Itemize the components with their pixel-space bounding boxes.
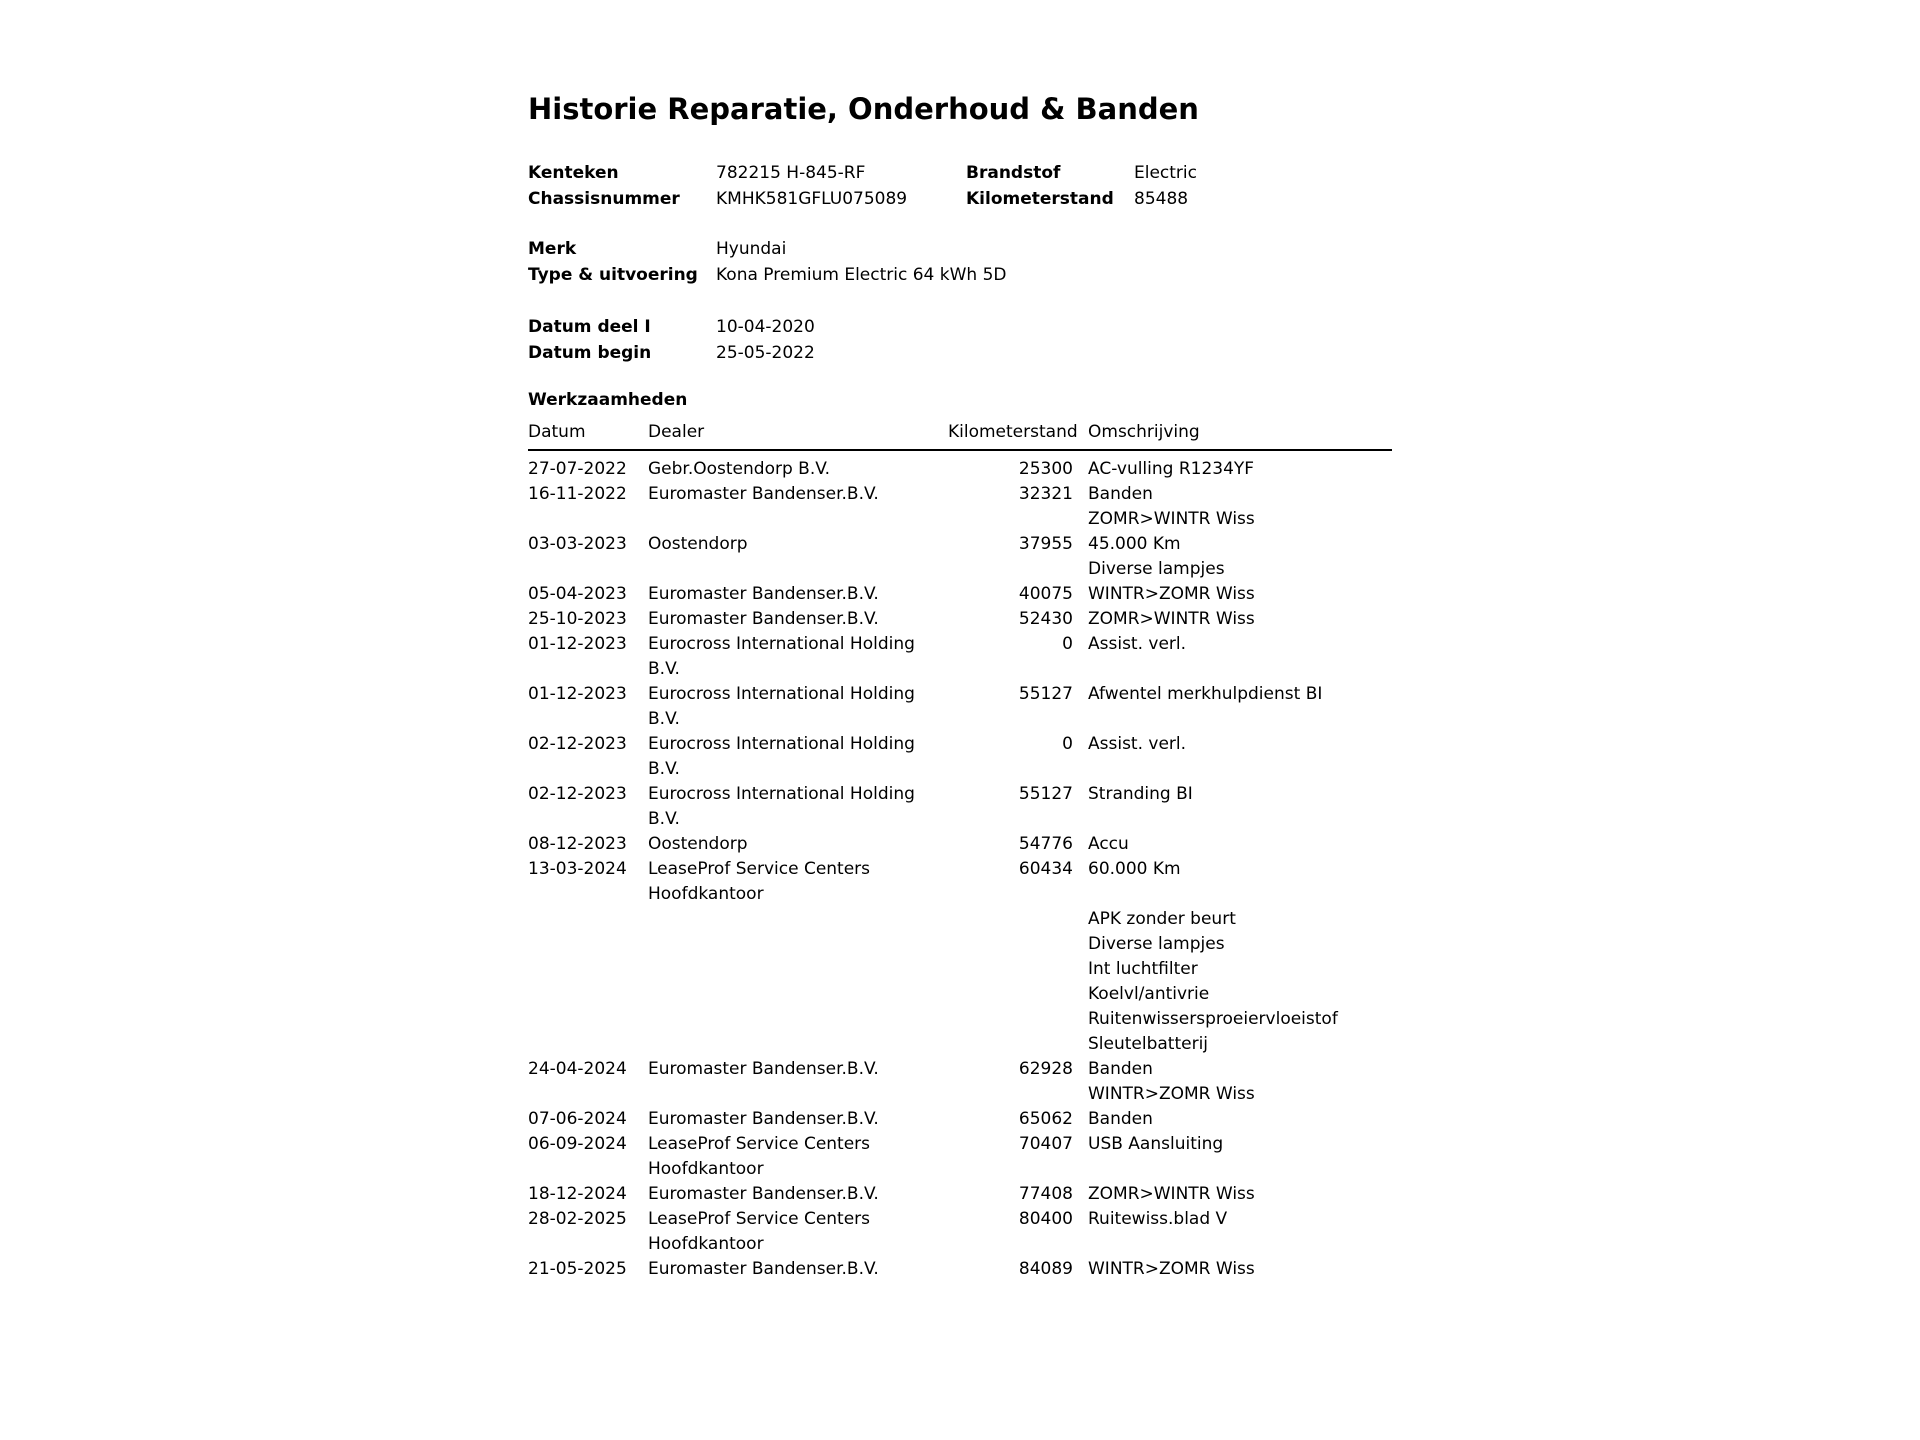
type-uitvoering-label: Type & uitvoering xyxy=(528,265,698,285)
row-kilometerstand: 0 xyxy=(1062,734,1073,754)
row-dealer: Eurocross International Holding B.V. xyxy=(648,734,915,779)
row-datum: 27-07-2022 xyxy=(528,459,627,479)
row-omschrijving xyxy=(1073,532,1392,582)
row-kilometerstand: 40075 xyxy=(1018,584,1073,604)
row-omschrijving-line: Afwentel merkhulpdienst BI xyxy=(1088,684,1323,704)
table-row xyxy=(528,482,1392,532)
row-dealer: Euromaster Bandenser.B.V. xyxy=(648,1109,879,1129)
row-omschrijving-line: WINTR>ZOMR Wiss xyxy=(1088,1259,1255,1279)
row-kilometerstand: 25300 xyxy=(1018,459,1073,479)
row-dealer: Euromaster Bandenser.B.V. xyxy=(648,1184,879,1204)
row-omschrijving xyxy=(1073,1182,1392,1207)
row-omschrijving-line: ZOMR>WINTR Wiss xyxy=(1088,1184,1255,1204)
table-row xyxy=(528,1182,1392,1207)
row-kilometerstand: 32321 xyxy=(1018,484,1073,504)
table-row xyxy=(528,1207,1392,1257)
row-omschrijving-line: Diverse lampjes xyxy=(1088,934,1225,954)
brandstof-label: Brandstof xyxy=(966,163,1061,183)
datum-deel-value: 10-04-2020 xyxy=(716,317,815,337)
row-omschrijving-line: Banden xyxy=(1088,484,1153,504)
column-header-kilometerstand: Kilometerstand xyxy=(948,422,1078,442)
row-omschrijving xyxy=(1073,1107,1392,1132)
brandstof-value: Electric xyxy=(1134,163,1197,183)
table-row xyxy=(528,457,1392,482)
row-dealer: Eurocross International Holding B.V. xyxy=(648,634,915,679)
row-omschrijving-line: 60.000 Km xyxy=(1088,859,1181,879)
row-datum: 02-12-2023 xyxy=(528,784,627,804)
table-row xyxy=(528,1057,1392,1107)
datum-begin-label: Datum begin xyxy=(528,343,652,363)
row-datum: 02-12-2023 xyxy=(528,734,627,754)
table-row xyxy=(528,732,1392,782)
row-omschrijving-line: Ruitenwissersproeiervloeistof xyxy=(1088,1009,1338,1029)
kenteken-value: 782215 H-845-RF xyxy=(716,163,866,183)
chassisnummer-label: Chassisnummer xyxy=(528,189,680,209)
row-omschrijving-line: ZOMR>WINTR Wiss xyxy=(1088,609,1255,629)
row-datum: 16-11-2022 xyxy=(528,484,627,504)
datum-begin-value: 25-05-2022 xyxy=(716,343,815,363)
row-omschrijving xyxy=(1073,857,1392,1057)
row-dealer: Oostendorp xyxy=(648,534,748,554)
type-uitvoering-value: Kona Premium Electric 64 kWh 5D xyxy=(716,265,1007,285)
row-kilometerstand: 55127 xyxy=(1018,684,1073,704)
row-omschrijving-blank-line xyxy=(1088,882,1392,907)
row-datum: 24-04-2024 xyxy=(528,1059,627,1079)
table-row xyxy=(528,632,1392,682)
row-kilometerstand: 77408 xyxy=(1018,1184,1073,1204)
table-row xyxy=(528,607,1392,632)
table-row xyxy=(528,682,1392,732)
row-dealer: LeaseProf Service Centers Hoofdkantoor xyxy=(648,1209,871,1254)
row-datum: 03-03-2023 xyxy=(528,534,627,554)
row-datum: 07-06-2024 xyxy=(528,1109,627,1129)
row-omschrijving xyxy=(1073,482,1392,532)
row-omschrijving-line: Stranding BI xyxy=(1088,784,1193,804)
row-dealer: Oostendorp xyxy=(648,834,748,854)
row-dealer: Euromaster Bandenser.B.V. xyxy=(648,584,879,604)
worklog-heading: Werkzaamheden xyxy=(528,390,688,410)
row-dealer: Euromaster Bandenser.B.V. xyxy=(648,1259,879,1279)
row-omschrijving xyxy=(1073,732,1392,757)
row-datum: 01-12-2023 xyxy=(528,634,627,654)
row-dealer: Euromaster Bandenser.B.V. xyxy=(648,1059,879,1079)
row-omschrijving-line: Ruitewiss.blad V xyxy=(1088,1209,1228,1229)
kilometerstand-value: 85488 xyxy=(1134,189,1189,209)
row-datum: 21-05-2025 xyxy=(528,1259,627,1279)
row-kilometerstand: 55127 xyxy=(1018,784,1073,804)
vehicle-id-section xyxy=(528,160,1408,212)
worklog-table xyxy=(528,422,1392,1282)
row-datum: 06-09-2024 xyxy=(528,1134,627,1154)
row-datum: 13-03-2024 xyxy=(528,859,627,879)
table-row xyxy=(528,582,1392,607)
row-omschrijving xyxy=(1073,682,1392,707)
kenteken-label: Kenteken xyxy=(528,163,619,183)
row-datum: 25-10-2023 xyxy=(528,609,627,629)
row-omschrijving-line: APK zonder beurt xyxy=(1088,909,1236,929)
table-row xyxy=(528,1107,1392,1132)
column-header-datum: Datum xyxy=(528,422,586,442)
row-omschrijving xyxy=(1073,1207,1392,1232)
row-omschrijving-line: Banden xyxy=(1088,1059,1153,1079)
table-row xyxy=(528,532,1392,582)
row-dealer: LeaseProf Service Centers Hoofdkantoor xyxy=(648,1134,871,1179)
row-omschrijving xyxy=(1073,457,1392,482)
row-dealer: Euromaster Bandenser.B.V. xyxy=(648,609,879,629)
row-omschrijving-line: Diverse lampjes xyxy=(1088,559,1225,579)
row-dealer: Gebr.Oostendorp B.V. xyxy=(648,459,831,479)
row-datum: 18-12-2024 xyxy=(528,1184,627,1204)
row-omschrijving-line: Koelvl/antivrie xyxy=(1088,984,1210,1004)
column-header-omschrijving: Omschrijving xyxy=(1088,422,1200,442)
row-omschrijving-line: Assist. verl. xyxy=(1088,634,1187,654)
row-omschrijving-line: Int luchtfilter xyxy=(1088,959,1198,979)
row-datum: 08-12-2023 xyxy=(528,834,627,854)
row-datum: 01-12-2023 xyxy=(528,684,627,704)
row-kilometerstand: 52430 xyxy=(1018,609,1073,629)
table-row xyxy=(528,782,1392,832)
row-omschrijving xyxy=(1073,1257,1392,1282)
row-omschrijving xyxy=(1073,782,1392,807)
row-dealer: Eurocross International Holding B.V. xyxy=(648,784,915,829)
row-omschrijving-line: 45.000 Km xyxy=(1088,534,1181,554)
row-omschrijving-line: Assist. verl. xyxy=(1088,734,1187,754)
merk-label: Merk xyxy=(528,239,577,259)
worklog-rows xyxy=(528,451,1392,1282)
row-kilometerstand: 37955 xyxy=(1018,534,1073,554)
row-dealer: Eurocross International Holding B.V. xyxy=(648,684,915,729)
table-row xyxy=(528,832,1392,857)
row-kilometerstand: 84089 xyxy=(1018,1259,1073,1279)
kilometerstand-label: Kilometerstand xyxy=(966,189,1114,209)
row-omschrijving-line: AC-vulling R1234YF xyxy=(1088,459,1255,479)
row-kilometerstand: 62928 xyxy=(1018,1059,1073,1079)
row-kilometerstand: 54776 xyxy=(1018,834,1073,854)
table-row xyxy=(528,857,1392,1057)
row-omschrijving-line: WINTR>ZOMR Wiss xyxy=(1088,584,1255,604)
row-omschrijving-line: Accu xyxy=(1088,834,1129,854)
row-kilometerstand: 65062 xyxy=(1018,1109,1073,1129)
page-title: Historie Reparatie, Onderhoud & Banden xyxy=(528,92,1199,126)
row-omschrijving xyxy=(1073,632,1392,657)
row-omschrijving xyxy=(1073,607,1392,632)
row-omschrijving-line: ZOMR>WINTR Wiss xyxy=(1088,509,1255,529)
row-kilometerstand: 60434 xyxy=(1018,859,1073,879)
dates-section xyxy=(528,314,1408,366)
table-row xyxy=(528,1132,1392,1182)
chassisnummer-value: KMHK581GFLU075089 xyxy=(716,189,908,209)
row-omschrijving-line: WINTR>ZOMR Wiss xyxy=(1088,1084,1255,1104)
row-dealer: LeaseProf Service Centers Hoofdkantoor xyxy=(648,859,871,904)
row-dealer: Euromaster Bandenser.B.V. xyxy=(648,484,879,504)
row-kilometerstand: 80400 xyxy=(1018,1209,1073,1229)
row-omschrijving xyxy=(1073,582,1392,607)
row-omschrijving xyxy=(1073,1132,1392,1157)
row-kilometerstand: 70407 xyxy=(1018,1134,1073,1154)
column-header-dealer: Dealer xyxy=(648,422,705,442)
worklog-table-header xyxy=(528,422,1392,451)
merk-value: Hyundai xyxy=(716,239,787,259)
row-omschrijving-line: USB Aansluiting xyxy=(1088,1134,1224,1154)
row-omschrijving-line: Sleutelbatterij xyxy=(1088,1034,1209,1054)
table-row xyxy=(528,1257,1392,1282)
vehicle-make-section xyxy=(528,236,1408,288)
datum-deel-label: Datum deel I xyxy=(528,317,651,337)
row-datum: 28-02-2025 xyxy=(528,1209,627,1229)
row-omschrijving-line: Banden xyxy=(1088,1109,1153,1129)
row-datum: 05-04-2023 xyxy=(528,584,627,604)
document-content xyxy=(528,92,1408,1282)
row-kilometerstand: 0 xyxy=(1062,634,1073,654)
row-omschrijving xyxy=(1073,832,1392,857)
row-omschrijving xyxy=(1073,1057,1392,1107)
